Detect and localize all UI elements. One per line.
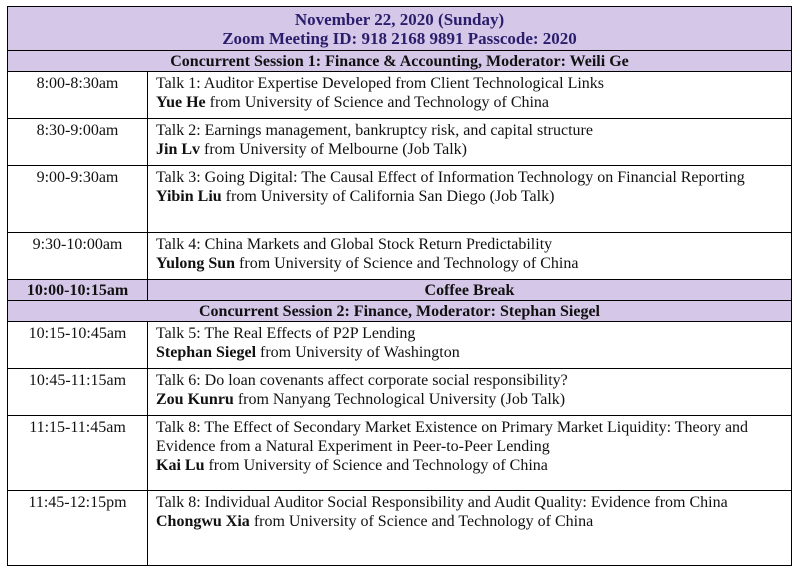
talk-cell xyxy=(148,322,792,369)
talk-row xyxy=(8,416,792,491)
talk-title: Talk 8: Individual Auditor Social Responsibility and Audit Quality: Evidence from China xyxy=(156,494,728,511)
talk-row xyxy=(8,72,792,119)
talk-title: Talk 6: Do loan covenants affect corporate social responsibility? xyxy=(156,372,568,389)
speaker-affiliation: from University of Science and Technology of China xyxy=(249,513,594,530)
talk-time: 11:45-12:15pm xyxy=(8,491,148,566)
talk-title: Talk 4: China Markets and Global Stock Return Predictability xyxy=(156,236,553,253)
header-row xyxy=(8,7,792,51)
talk-title: Talk 5: The Real Effects of P2P Lending xyxy=(156,325,416,342)
speaker-name: Jin Lv xyxy=(156,141,201,158)
talk-cell xyxy=(148,491,792,566)
speaker-affiliation: from Nanyang Technological University (Job Talk) xyxy=(233,391,566,408)
talk-title: Talk 1: Auditor Expertise Developed from Client Technological Links xyxy=(156,75,605,92)
talk-time: 9:30-10:00am xyxy=(8,233,148,280)
talk-cell xyxy=(148,416,792,491)
speaker-affiliation: from University of Melbourne (Job Talk) xyxy=(200,141,467,158)
session-1-title: Concurrent Session 1: Finance & Accounting, Moderator: Weili Ge xyxy=(8,51,792,72)
speaker-name: Yibin Liu xyxy=(156,188,222,205)
speaker-affiliation: from University of Science and Technology of China xyxy=(205,94,550,111)
schedule-table xyxy=(7,6,792,566)
talk-cell xyxy=(148,233,792,280)
talk-cell xyxy=(148,72,792,119)
coffee-break-row xyxy=(8,280,792,301)
zoom-info: Zoom Meeting ID: 918 2168 9891 Passcode: 2020 xyxy=(222,29,577,48)
talk-row xyxy=(8,491,792,566)
speaker-name: Kai Lu xyxy=(156,457,205,474)
speaker-affiliation: from University of Science and Technology of China xyxy=(235,255,579,272)
session-2-row xyxy=(8,301,792,322)
talk-row xyxy=(8,322,792,369)
talk-title: Talk 3: Going Digital: The Causal Effect of Information Technology on Financial Reporting xyxy=(156,169,745,186)
talk-title: Talk 2: Earnings management, bankruptcy risk, and capital structure xyxy=(156,122,593,139)
talk-row xyxy=(8,233,792,280)
speaker-name: Yulong Sun xyxy=(156,255,236,272)
speaker-name: Yue He xyxy=(156,94,206,111)
talk-time: 8:00-8:30am xyxy=(8,72,148,119)
talk-cell xyxy=(148,166,792,233)
talk-time: 9:00-9:30am xyxy=(8,166,148,233)
talk-time: 8:30-9:00am xyxy=(8,119,148,166)
talk-time: 10:45-11:15am xyxy=(8,369,148,416)
talk-time: 11:15-11:45am xyxy=(8,416,148,491)
talk-row xyxy=(8,166,792,233)
speaker-affiliation: from University of Washington xyxy=(256,344,460,361)
speaker-name: Stephan Siegel xyxy=(156,344,257,361)
coffee-break-label: Coffee Break xyxy=(148,280,792,301)
session-2-title: Concurrent Session 2: Finance, Moderator: Stephan Siegel xyxy=(8,301,792,322)
header-cell xyxy=(8,7,792,51)
speaker-affiliation: from University of California San Diego (Job Talk) xyxy=(221,188,555,205)
coffee-break-time: 10:00-10:15am xyxy=(8,280,148,301)
talk-title: Talk 8: The Effect of Secondary Market Existence on Primary Market Liquidity: Theory and Evidence from a Natural Experiment in Peer-to-Peer Lending xyxy=(156,419,749,455)
session-1-row xyxy=(8,51,792,72)
talk-cell xyxy=(148,119,792,166)
date-heading: November 22, 2020 (Sunday) xyxy=(294,10,505,29)
talk-cell xyxy=(148,369,792,416)
speaker-name: Zou Kunru xyxy=(156,391,234,408)
talk-row xyxy=(8,119,792,166)
talk-time: 10:15-10:45am xyxy=(8,322,148,369)
talk-row xyxy=(8,369,792,416)
speaker-name: Chongwu Xia xyxy=(156,513,250,530)
speaker-affiliation: from University of Science and Technology of China xyxy=(204,457,548,474)
